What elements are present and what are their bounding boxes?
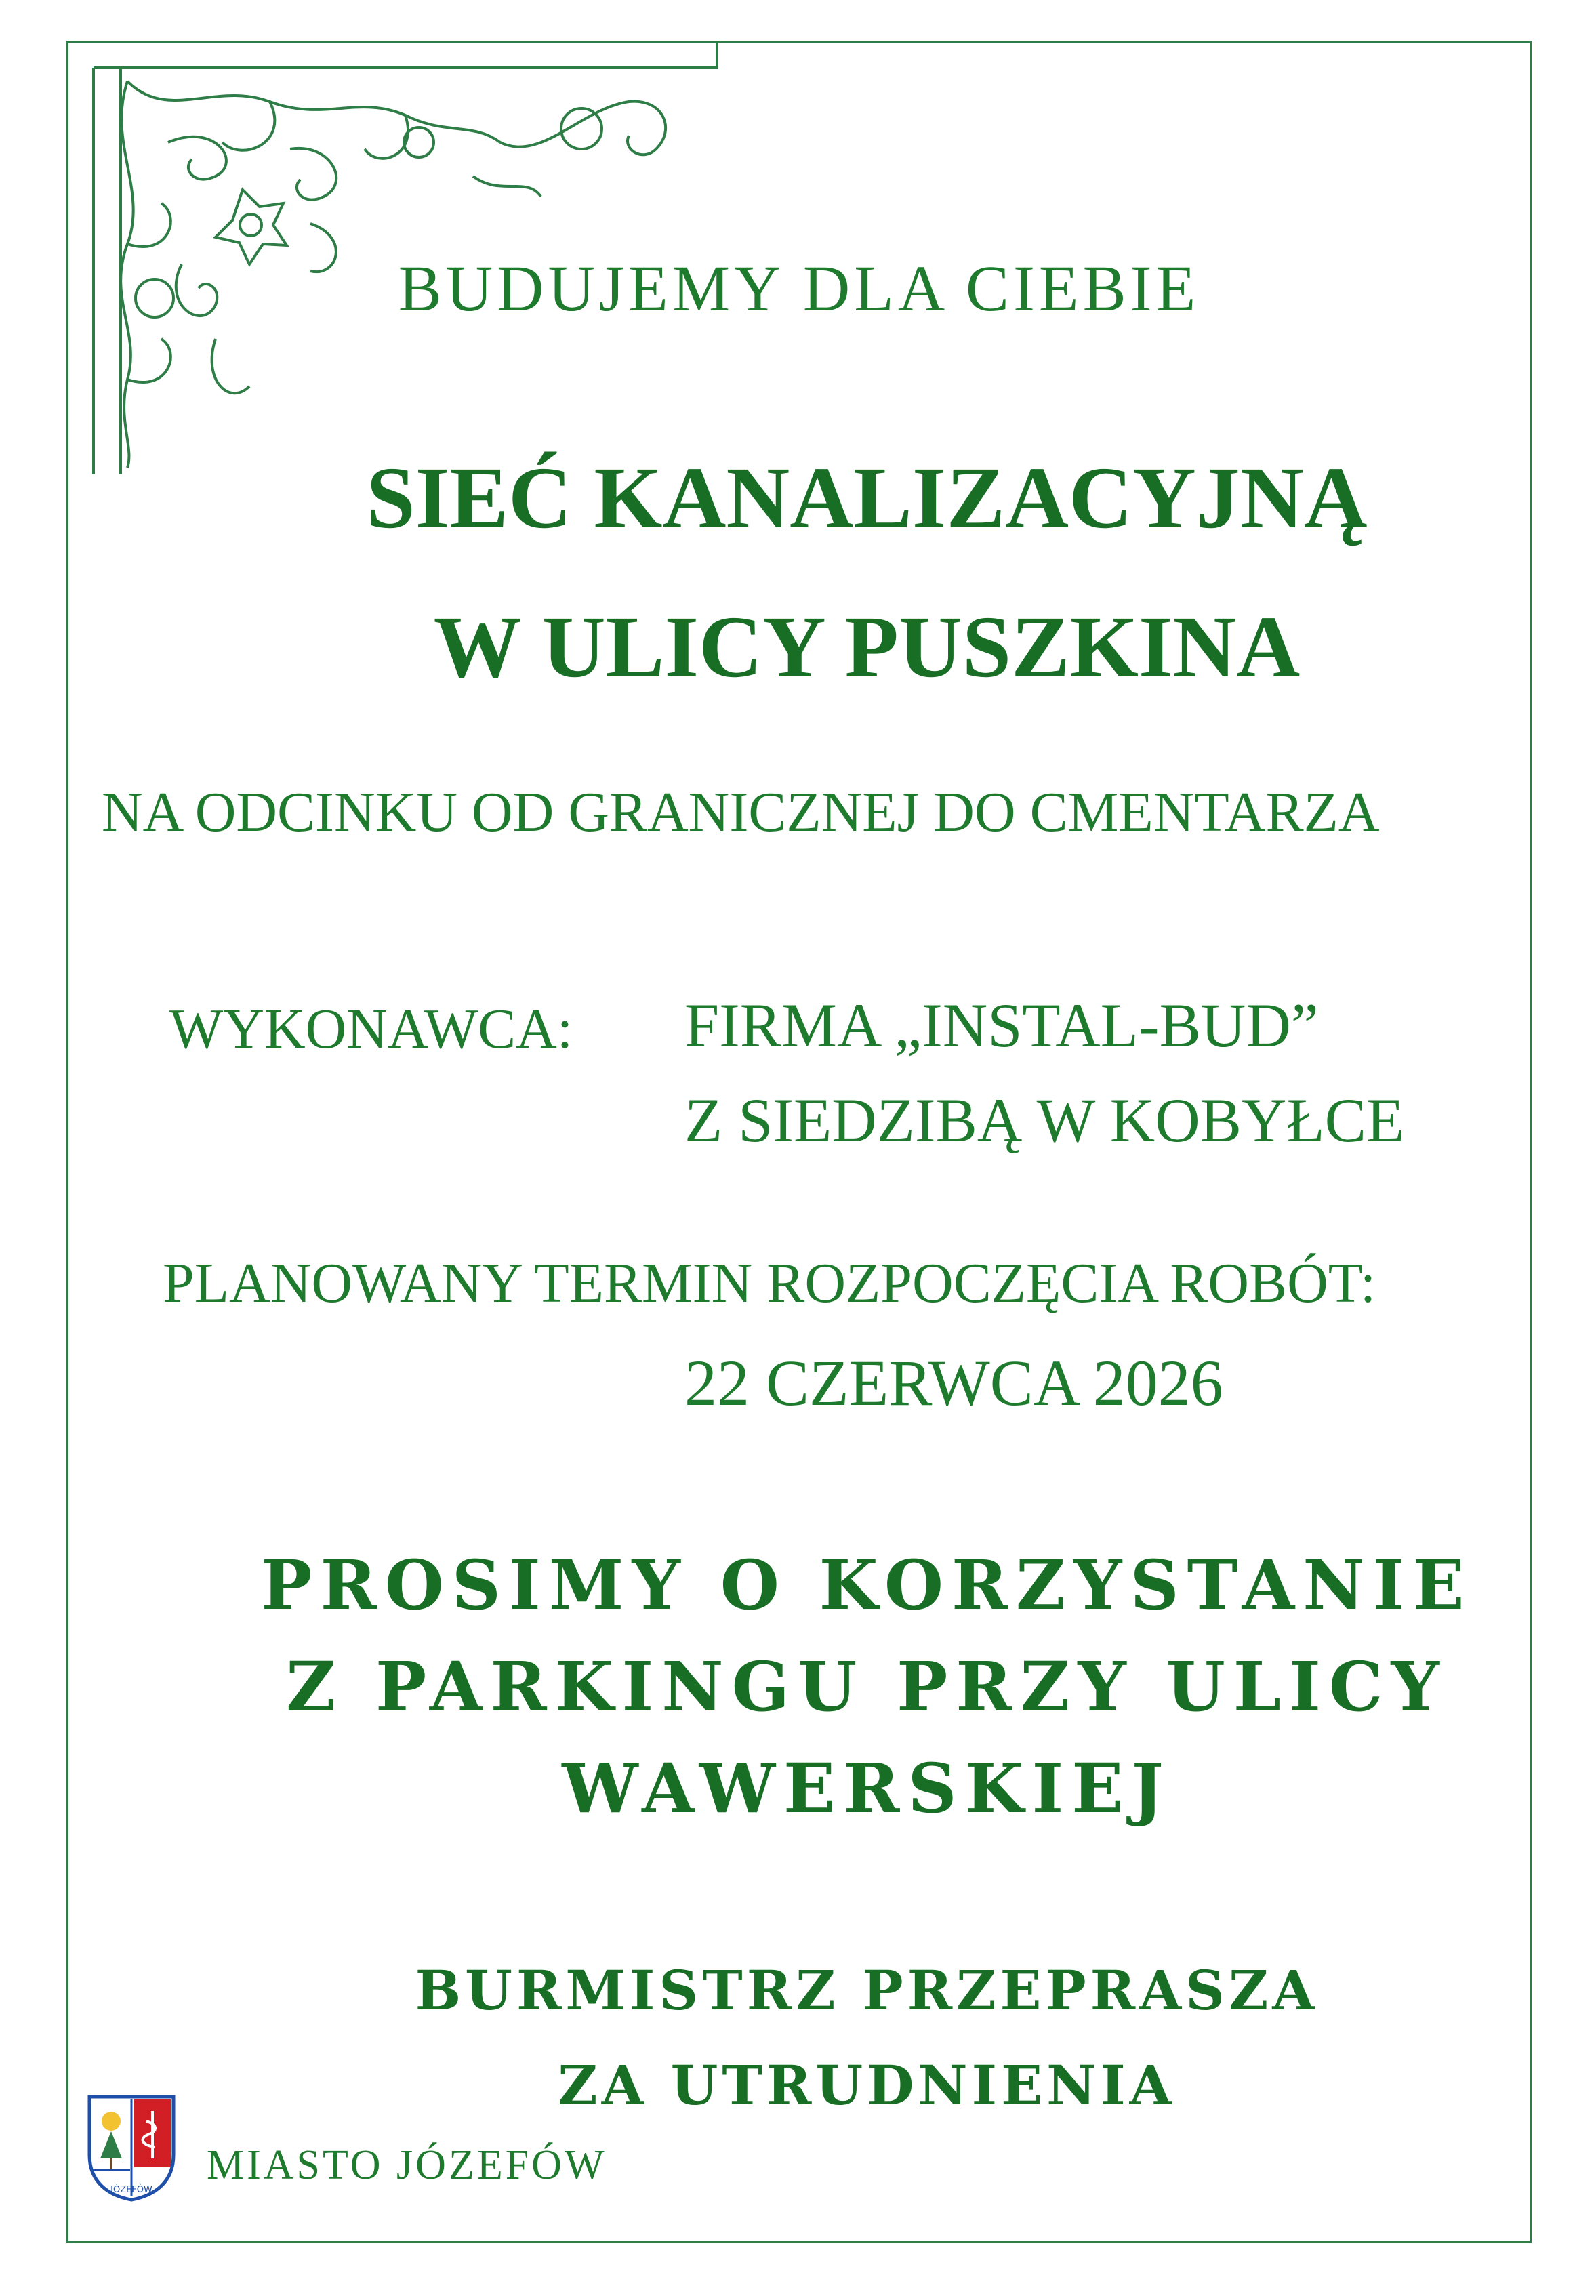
intro-text: BUDUJEMY DLA CIEBIE: [398, 252, 1200, 325]
contractor-label: WYKONAWCA:: [169, 998, 573, 1061]
start-date-label: PLANOWANY TERMIN ROZPOCZĘCIA ROBÓT:: [163, 1252, 1376, 1315]
request-line-2: Z PARKINGU PRZY ULICY: [286, 1647, 1448, 1727]
apology-line-1: BURMISTRZ PRZEPRASZA: [415, 1959, 1319, 2022]
city-crest-icon: [87, 2094, 176, 2202]
request-line-3: WAWERSKIEJ: [562, 1748, 1172, 1828]
section-text: NA ODCINKU OD GRANICZNEJ DO CMENTARZA: [102, 781, 1380, 844]
title-line-1: SIEĆ KANALIZACYJNĄ: [366, 449, 1368, 547]
crest-label: JÓZEFÓW: [110, 2185, 152, 2195]
contractor-location: Z SIEDZIBĄ W KOBYŁCE: [684, 1086, 1405, 1155]
title-line-2: W ULICY PUSZKINA: [433, 598, 1301, 696]
start-date-value: 22 CZERWCA 2026: [684, 1347, 1223, 1419]
city-name: MIASTO JÓZEFÓW: [207, 2142, 607, 2188]
request-line-1: PROSIMY O KORZYSTANIE: [261, 1545, 1473, 1625]
contractor-name: FIRMA „INSTAL-BUD”: [684, 991, 1319, 1060]
apology-line-2: ZA UTRUDNIENIA: [558, 2053, 1176, 2117]
